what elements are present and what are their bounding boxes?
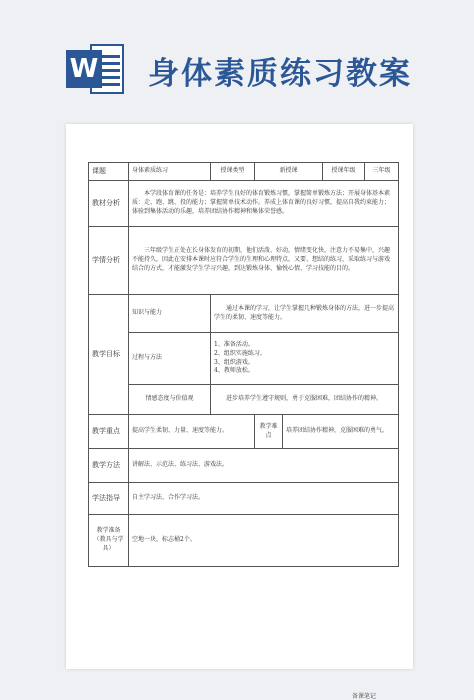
table-row-topic [89,163,399,181]
table-row-material [89,181,399,227]
attitude-label: 情感态度与价值观 [129,385,211,415]
list-item: 2、组织实施练习。 [214,349,266,357]
word-icon [66,42,126,96]
knowledge-label: 知识与能力 [129,295,211,333]
list-item: 3、组织游戏。 [214,358,254,366]
methods-label: 教学方法 [89,449,129,483]
prep-label: 教学准备（教具与学具） [89,515,129,567]
students-label: 学情分析 [89,227,129,295]
lesson-type-value: 新授课 [255,163,323,181]
study-text: 自主学习法、合作学习法。 [129,483,399,515]
methods-text: 讲解法、示范法、练习法、游戏法。 [129,449,399,483]
list-item: 4、教师放松。 [214,367,254,375]
document-page [66,124,413,700]
material-text: 本学段体育课的任务是：培养学生良好的体育锻炼习惯，掌握简单锻炼方法；开展身体基本素质：走、跑、跳、投的能力；掌握简单技术动作，养成上体育课的良好习惯，提高自我约束能力；体验到集体活动的乐趣，培养团结协作精神和集体荣誉感。 [129,181,399,227]
table-row-key-points [89,415,399,449]
table-row-process [89,333,399,385]
lesson-notes-label: 备课笔记 [352,693,377,700]
attitude-text: 进步培养学生遵守规则，勇于克服困难，团结协作的精神。 [211,385,399,415]
banner [0,0,474,120]
study-label: 学法指导 [89,483,129,515]
table-row-students [89,227,399,295]
process-label: 过程与方法 [129,333,211,385]
word-badge: W [66,50,102,88]
difficulty-text: 培养团结协作精神，克服困难的勇气。 [283,415,399,449]
knowledge-text: 通过本课的学习，让学生掌握几种锻炼身体的方法，进一步提高学生的柔韧、速度等能力。 [211,295,399,333]
lesson-plan-table [88,162,399,567]
grade-label: 授课年级 [323,163,365,181]
process-list [211,333,399,385]
difficulty-label: 教学难点 [255,415,283,449]
students-text: 三年级学生正处在长身体发育的初期，他们活泼、好动，情绪变化快，注意力不易集中，兴趣不能持久，因此在安排本课时应符合学生的生理和心理特点，又要、想结的练习，采取练习与游戏结合的方式，才能激发学生学习兴趣，到达锻炼身体、愉悦心情、学习技能的目的。 [129,227,399,295]
objectives-label: 教学目标 [89,295,129,415]
lesson-type-label: 授课类型 [211,163,255,181]
page-title: 身体素质练习教案 [148,56,412,92]
prep-text: 空地一块，标志桶2个。 [129,515,399,567]
table-row-attitude [89,385,399,415]
key-points-text: 提高学生柔韧、力量、速度等能力。 [129,415,255,449]
table-row-prep [89,515,399,567]
table-row-knowledge [89,295,399,333]
list-item: 1、准备活动。 [214,341,254,349]
grade-value: 三年级 [365,163,399,181]
topic-label: 课题 [89,163,129,181]
key-points-label: 教学重点 [89,415,129,449]
table-row-methods [89,449,399,483]
topic-value: 身体素质练习 [129,163,211,181]
table-row-study [89,483,399,515]
material-label: 教材分析 [89,181,129,227]
